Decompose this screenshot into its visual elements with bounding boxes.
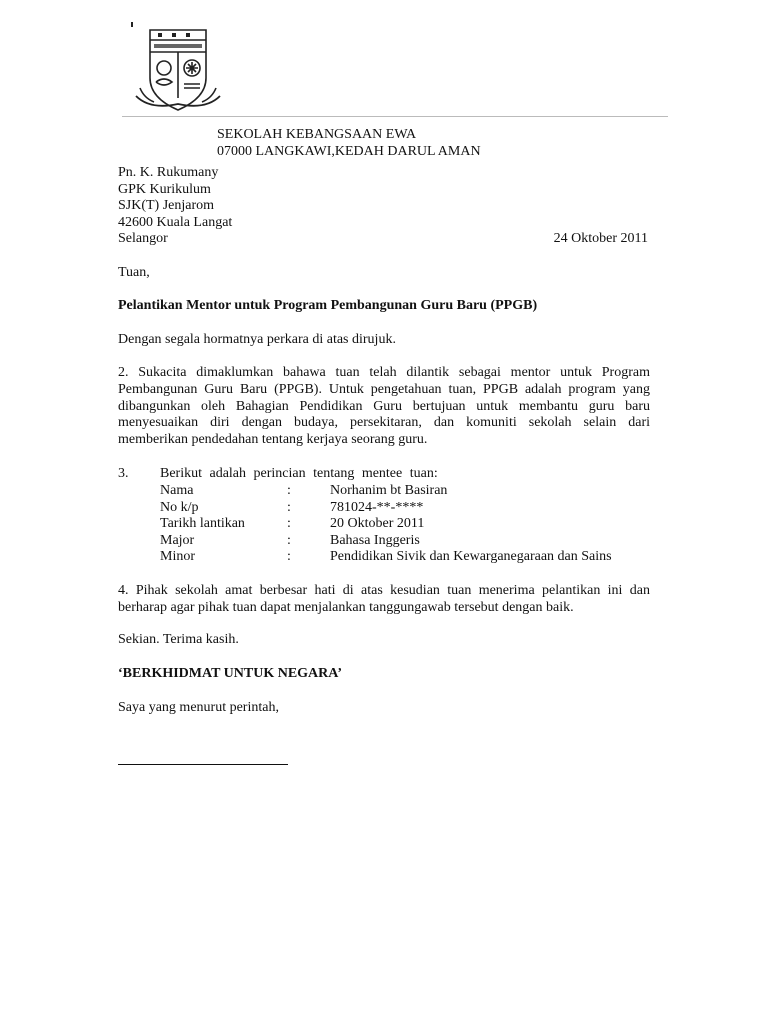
detail-label: Major bbox=[160, 532, 195, 548]
paragraph-line: berharap agar pihak tuan dapat menjalankan tanggungawab tersebut dengan baik. bbox=[118, 599, 574, 615]
signoff: Saya yang menurut perintah, bbox=[118, 700, 279, 715]
greeting: Tuan, bbox=[118, 265, 150, 280]
motto: ‘BERKHIDMAT UNTUK NEGARA’ bbox=[118, 666, 343, 681]
detail-colon: : bbox=[287, 483, 291, 498]
detail-colon: : bbox=[287, 549, 291, 565]
detail-value: Norhanim bt Basiran bbox=[330, 483, 448, 498]
recipient-address bbox=[118, 165, 232, 248]
letter-subject: Pelantikan Mentor untuk Program Pembangunan Guru Baru (PPGB) bbox=[118, 298, 538, 313]
signature-line bbox=[118, 764, 288, 765]
recipient-line: 42600 Kuala Langat bbox=[118, 214, 233, 230]
paragraph-2 bbox=[118, 365, 650, 449]
header-rule bbox=[122, 116, 668, 117]
paragraph-line: menyesuaikan diri dengan budaya, persekitaran, dan komuniti sekolah selain dari bbox=[118, 415, 650, 431]
detail-value: Pendidikan Sivik dan Kewarganegaraan dan Sains bbox=[330, 549, 612, 565]
detail-value: Bahasa Inggeris bbox=[330, 532, 420, 548]
recipient-line: Selangor bbox=[118, 231, 168, 247]
detail-value: 781024-**-**** bbox=[330, 499, 424, 515]
recipient-line: Pn. K. Rukumany bbox=[118, 165, 219, 180]
closing-thanks: Sekian. Terima kasih. bbox=[118, 632, 239, 647]
detail-colon: : bbox=[287, 499, 291, 515]
paragraph-line: 4. Pihak sekolah amat berbesar hati di atas kesudian tuan menerima pelantikan ini dan bbox=[118, 583, 650, 598]
paragraph-4 bbox=[118, 583, 650, 617]
letter-date: 24 Oktober 2011 bbox=[553, 231, 648, 246]
paragraph-line: memberikan pendedahan tentang kerjaya seorang guru. bbox=[118, 432, 428, 448]
paragraph-line: 2. Sukacita dimaklumkan bahawa tuan telah dilantik sebagai mentor untuk Program bbox=[118, 365, 650, 380]
detail-label: No k/p bbox=[160, 499, 199, 515]
recipient-line: SJK(T) Jenjarom bbox=[118, 198, 215, 214]
recipient-line: GPK Kurikulum bbox=[118, 181, 211, 197]
detail-value: 20 Oktober 2011 bbox=[330, 516, 425, 532]
detail-label: Minor bbox=[160, 549, 195, 565]
paragraph-line: Pembangunan Guru Baru (PPGB). Untuk pengetahuan tuan, PPGB adalah program yang bbox=[118, 381, 650, 397]
paragraph-line: dibangunkan oleh Bahagian Pendidikan Guru bertujuan untuk membantu guru baru bbox=[118, 398, 650, 414]
school-address: 07000 LANGKAWI,KEDAH DARUL AMAN bbox=[217, 144, 481, 159]
paragraph-3-number: 3. bbox=[118, 466, 129, 481]
reference-line: Dengan segala hormatnya perkara di atas dirujuk. bbox=[118, 332, 396, 347]
detail-label: Nama bbox=[160, 483, 194, 498]
school-letterhead bbox=[217, 126, 481, 160]
paragraph-3-intro: Berikut adalah perincian tentang mentee tuan: bbox=[160, 466, 438, 481]
detail-colon: : bbox=[287, 532, 291, 548]
detail-colon: : bbox=[287, 516, 291, 532]
school-crest-icon bbox=[128, 18, 228, 118]
detail-label: Tarikh lantikan bbox=[160, 516, 245, 532]
school-name: SEKOLAH KEBANGSAAN EWA bbox=[217, 127, 417, 142]
